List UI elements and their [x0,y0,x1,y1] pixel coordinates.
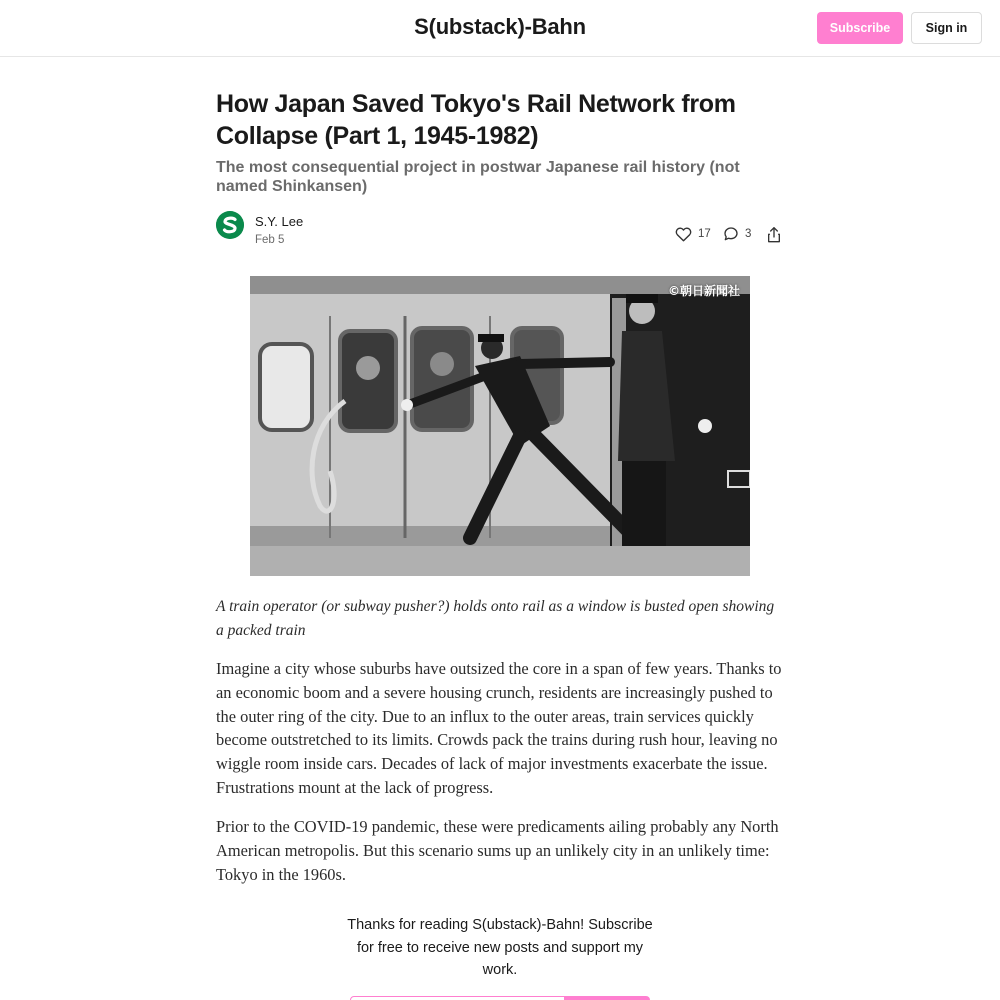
body-paragraph-1: Imagine a city whose suburbs have outsized the core in a span of few years. Thanks to an economic boom and a severe housing crunch, residents are increasingly pushed to the outer ring of the city. Due to an influx to the outer areas, train services quickly become outstretched to its limits. Crowds pack the trains during rush hour, leaving no wiggle room inside cars. Decades of lack of major investments exacerbate the issue. Frustrations mount at the lack of progress. [216,659,782,797]
subscribe-button[interactable]: Subscribe [817,12,903,44]
post-title: How Japan Saved Tokyo's Rail Network from Collapse (Part 1, 1945-1982) [216,90,736,150]
image-caption: A train operator (or subway pusher?) holds onto rail as a window is busted open showing a packed train [216,598,775,639]
like-button[interactable] [675,226,711,242]
cta-subscribe-button[interactable] [564,996,650,1000]
like-count: 17 [698,228,711,240]
share-icon [766,226,782,244]
post-subtitle: The most consequential project in postwar Japanese rail history (not named Shinkansen) [216,159,740,195]
author-name[interactable]: S.Y. Lee [255,214,304,229]
post-date: Feb 5 [255,234,285,246]
image-watermark: ©朝日新聞社 [667,284,740,298]
comment-button[interactable] [723,226,751,242]
avatar-logo-icon [216,211,244,239]
comment-count: 3 [745,228,752,240]
top-bar [0,0,1000,57]
publication-title[interactable]: S(ubstack)-Bahn [414,14,586,39]
train-photo-illustration [250,276,750,576]
email-input[interactable] [350,996,565,1000]
author-avatar[interactable] [216,211,244,239]
post-hero-image[interactable] [250,276,750,576]
comment-bubble-icon [723,226,739,242]
sign-in-button[interactable]: Sign in [911,12,982,44]
body-paragraph-2: Prior to the COVID-19 pandemic, these were predicaments ailing probably any North American metropolis. But this scenario sums up an unlikely city in an unlikely time: Tokyo in the 1960s. [216,817,779,884]
share-button[interactable] [766,226,782,244]
subscribe-cta-text: Thanks for reading S(ubstack)-Bahn! Subscribe for free to receive new posts and support my work. [347,917,653,978]
heart-icon [675,226,692,242]
